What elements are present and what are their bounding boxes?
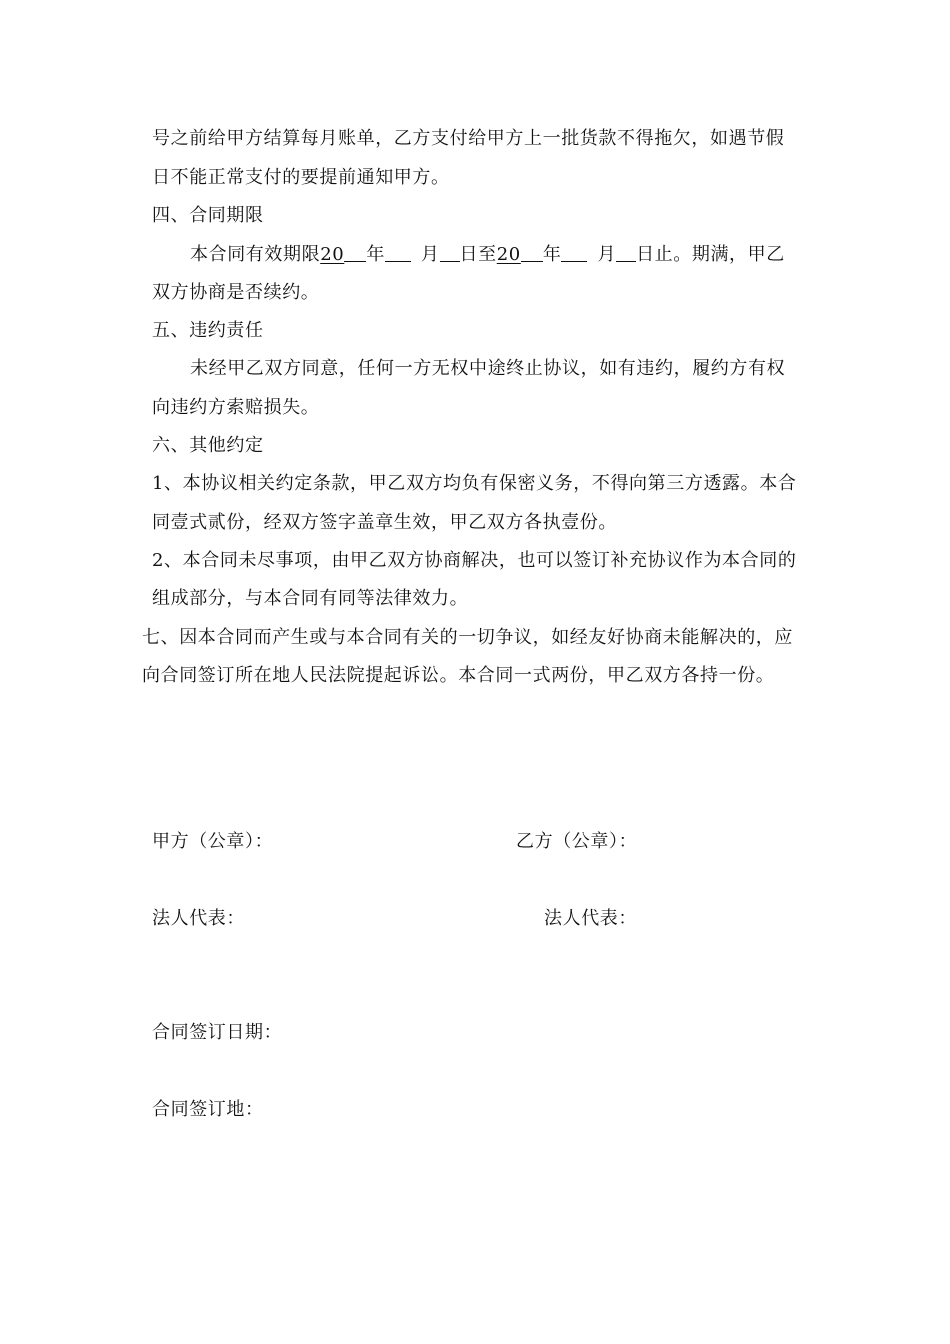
- day-blank: [440, 243, 460, 262]
- day-blank: [616, 243, 636, 262]
- paragraph-line: 号之前给甲方结算每月账单，乙方支付给甲方上一批货款不得拖欠，如遇节假: [152, 128, 785, 149]
- year-blank: [344, 243, 366, 262]
- term-clause-line: [190, 243, 785, 267]
- year-char: 年: [366, 244, 385, 265]
- sign-date-label: 合同签订日期：: [152, 1022, 283, 1043]
- section-heading-term: 四、合同期限: [152, 205, 264, 226]
- term-text-start: 本合同有效期限: [190, 244, 321, 265]
- paragraph-line: 未经甲乙双方同意，任何一方无权中途终止协议，如有违约，履约方有权: [190, 358, 786, 379]
- party-a-representative-label: 法人代表：: [152, 908, 245, 929]
- year-char: 年: [542, 244, 562, 265]
- month-char: 月: [420, 244, 440, 265]
- paragraph-line: 组成部分，与本合同有同等法律效力。: [152, 588, 469, 609]
- year-prefix-field: 20: [320, 244, 345, 265]
- term-text-end: 日止。期满，甲乙: [636, 244, 785, 265]
- sign-place-label: 合同签订地：: [152, 1099, 264, 1120]
- paragraph-line: 日不能正常支付的要提前通知甲方。: [152, 167, 450, 188]
- year-prefix-field: 20: [496, 244, 521, 265]
- paragraph-line: 双方协商是否续约。: [152, 282, 320, 303]
- year-blank: [521, 243, 543, 262]
- paragraph-line: 1、本协议相关约定条款，甲乙双方均负有保密义务，不得向第三方透露。本合: [152, 473, 797, 494]
- day-range-text: 日至: [459, 244, 497, 265]
- paragraph-line: 向违约方索赔损失。: [152, 397, 320, 418]
- month-blank: [561, 243, 587, 262]
- section-heading-other: 六、其他约定: [152, 435, 264, 456]
- paragraph-line: 2、本合同未尽事项，由甲乙双方协商解决，也可以签订补充协议作为本合同的: [152, 550, 797, 571]
- month-blank: [385, 243, 411, 262]
- paragraph-line: 同壹式贰份，经双方签字盖章生效，甲乙双方各执壹份。: [152, 512, 617, 533]
- party-b-seal-label: 乙方（公章）：: [516, 831, 638, 852]
- month-char: 月: [597, 244, 617, 265]
- section-heading-liability: 五、违约责任: [152, 320, 264, 341]
- paragraph-line: 向合同签订所在地人民法院提起诉讼。本合同一式两份，甲乙双方各持一份。: [142, 665, 775, 686]
- paragraph-line: 七、因本合同而产生或与本合同有关的一切争议，如经友好协商未能解决的，应: [142, 627, 793, 648]
- party-b-representative-label: 法人代表：: [544, 908, 637, 929]
- party-a-seal-label: 甲方（公章）：: [152, 831, 274, 852]
